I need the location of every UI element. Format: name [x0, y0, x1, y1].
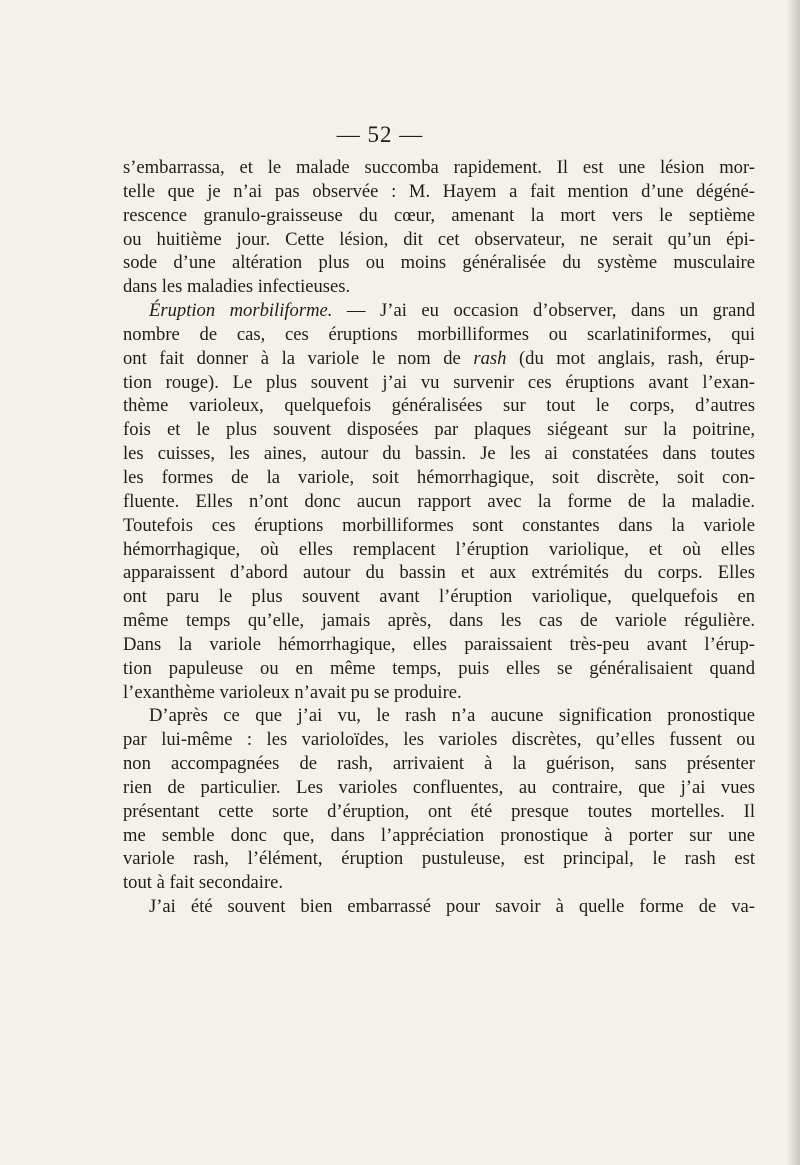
text-line	[123, 871, 755, 895]
text-line	[123, 895, 755, 919]
text-line	[123, 275, 755, 299]
text-segment: (du mot anglais, rash, érup-	[506, 347, 755, 369]
text-segment: — J’ai eu occasion d’observer, dans un grand	[332, 300, 756, 322]
text-line	[123, 776, 755, 800]
text-line	[123, 752, 755, 776]
text-line	[123, 251, 755, 275]
text-segment: tion rouge). Le plus souvent j’ai vu survenir ces éruptions avant l’exan-	[123, 371, 755, 393]
text-line	[123, 728, 755, 752]
text-segment: les cuisses, les aines, autour du bassin. Je les ai constatées dans toutes	[123, 443, 755, 465]
page-edge-shadow	[786, 0, 800, 1165]
text-segment: me semble donc que, dans l’appréciation pronostique à porter sur une	[123, 824, 755, 846]
text-segment: fluente. Elles n’ont donc aucun rapport avec la forme de la maladie.	[123, 490, 755, 512]
text-line	[123, 657, 755, 681]
text-line	[123, 514, 755, 538]
text-segment: thème varioleux, quelquefois généralisées sur tout le corps, d’autres	[123, 395, 755, 417]
text-segment: présentant cette sorte d’éruption, ont été presque toutes mortelles. Il	[123, 800, 755, 822]
text-segment: dans les maladies infectieuses.	[123, 276, 351, 298]
text-line	[123, 371, 755, 395]
text-line	[123, 156, 755, 180]
text-line	[123, 347, 755, 371]
text-line	[123, 538, 755, 562]
text-line	[123, 466, 755, 490]
text-segment: ont fait donner à la variole le nom de	[123, 347, 474, 369]
text-line	[123, 847, 755, 871]
section-heading-italic: Éruption morbiliforme.	[149, 300, 333, 322]
text-line	[123, 442, 755, 466]
text-line	[123, 824, 755, 848]
text-line	[123, 681, 755, 705]
text-segment: ou huitième jour. Cette lésion, dit cet observateur, ne serait qu’un épi-	[123, 228, 755, 250]
text-line	[123, 490, 755, 514]
text-line	[123, 609, 755, 633]
text-segment: D’après ce que j’ai vu, le rash n’a aucune signification pronostique	[149, 705, 755, 727]
text-line	[123, 633, 755, 657]
body-text	[123, 156, 755, 919]
text-line	[123, 585, 755, 609]
text-segment: les formes de la variole, soit hémorrhagique, soit discrète, soit con-	[123, 466, 755, 488]
text-segment: apparaissent d’abord autour du bassin et aux extrémités du corps. Elles	[123, 562, 755, 584]
text-line	[123, 180, 755, 204]
text-segment: même temps qu’elle, jamais après, dans les cas de variole régulière.	[123, 610, 755, 632]
text-line	[123, 800, 755, 824]
text-line	[123, 204, 755, 228]
text-segment: J’ai été souvent bien embarrassé pour savoir à quelle forme de va-	[149, 896, 755, 918]
italic-term: rash	[473, 347, 507, 369]
text-segment: sode d’une altération plus ou moins généralisée du système musculaire	[123, 252, 755, 274]
text-segment: s’embarrassa, et le malade succomba rapidement. Il est une lésion mor-	[123, 157, 755, 178]
text-segment: telle que je n’ai pas observée : M. Hayem a fait mention d’une dégéné-	[123, 180, 755, 202]
text-line	[123, 323, 755, 347]
text-segment: rescence granulo-graisseuse du cœur, amenant la mort vers le septième	[123, 204, 755, 226]
page-number: — 52 —	[336, 122, 424, 147]
text-segment: variole rash, l’élément, éruption pustuleuse, est principal, le rash est	[123, 848, 755, 870]
text-segment: l’exanthème varioleux n’avait pu se produire.	[123, 681, 462, 703]
text-line	[123, 418, 755, 442]
text-segment: non accompagnées de rash, arrivaient à la guérison, sans présenter	[123, 753, 755, 775]
text-line	[123, 228, 755, 252]
text-segment: Toutefois ces éruptions morbilliformes sont constantes dans la variole	[123, 514, 755, 536]
text-line	[123, 704, 755, 728]
text-segment: tout à fait secondaire.	[123, 872, 284, 894]
text-segment: Dans la variole hémorrhagique, elles paraissaient très-peu avant l’érup-	[123, 633, 755, 655]
text-segment: par lui-même : les varioloïdes, les varioles discrètes, qu’elles fussent ou	[123, 729, 755, 751]
text-line	[123, 299, 755, 323]
text-segment: rien de particulier. Les varioles confluentes, au contraire, que j’ai vues	[123, 776, 755, 798]
text-segment: fois et le plus souvent disposées par plaques siégeant sur la poitrine,	[123, 419, 755, 441]
text-line	[123, 394, 755, 418]
text-segment: hémorrhagique, où elles remplacent l’éruption variolique, et où elles	[123, 538, 755, 560]
text-line	[123, 561, 755, 585]
text-segment: ont paru le plus souvent avant l’éruption variolique, quelquefois en	[123, 586, 755, 608]
text-segment: tion papuleuse ou en même temps, puis elles se généralisaient quand	[123, 657, 755, 679]
text-segment: nombre de cas, ces éruptions morbilliformes ou scarlatiniformes, qui	[123, 323, 755, 345]
